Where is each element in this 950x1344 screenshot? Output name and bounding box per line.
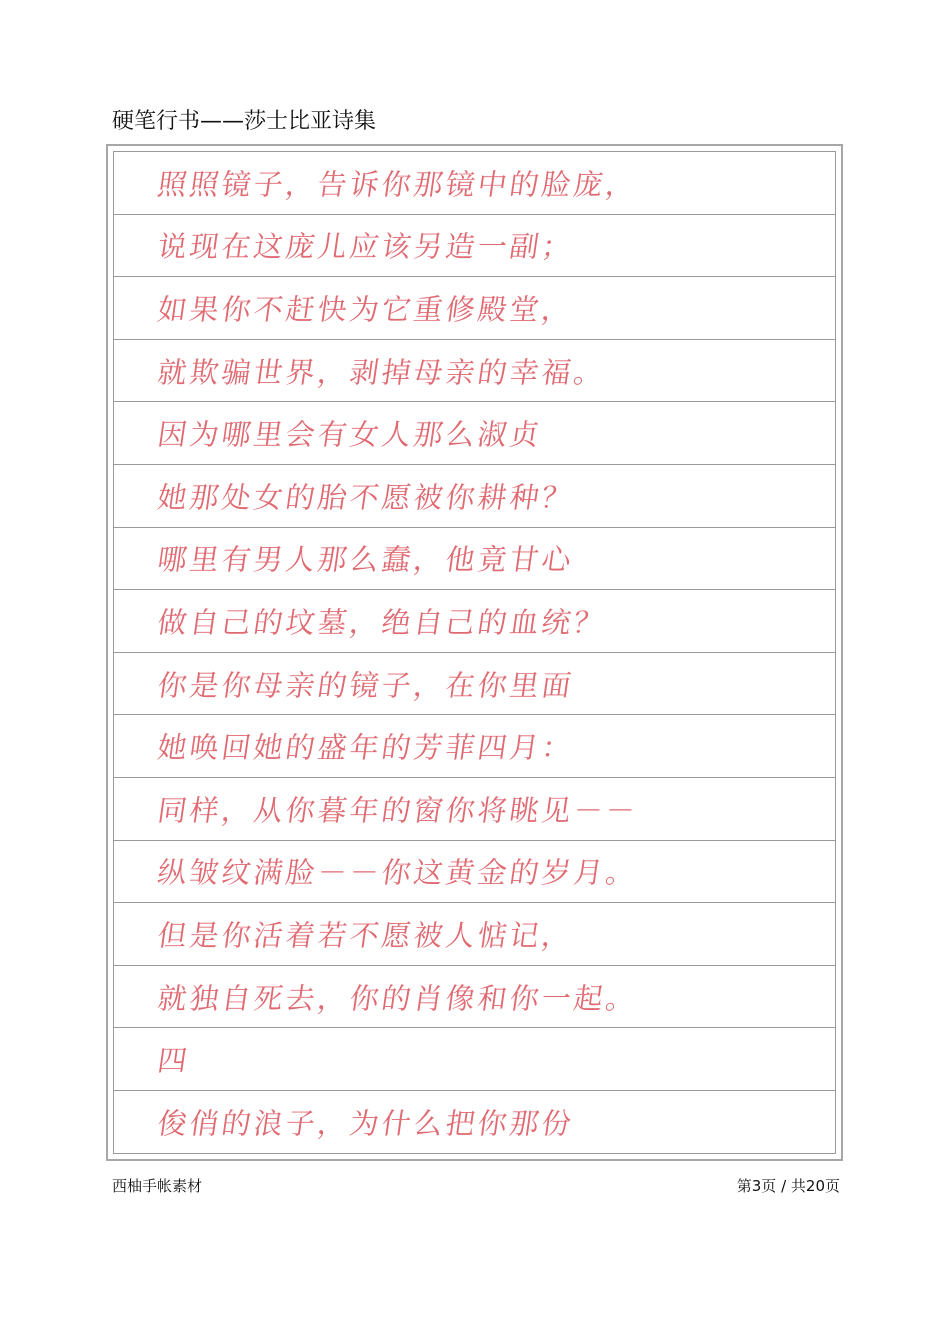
copybook-line	[114, 152, 835, 215]
copybook-line	[114, 778, 835, 841]
copybook-line	[114, 653, 835, 716]
line-text: 她唤回她的盛年的芳菲四月：	[155, 730, 577, 765]
line-text: 照照镜子，告诉你那镜中的脸庞，	[155, 167, 641, 202]
footer-source: 西柚手帐素材	[112, 1177, 203, 1195]
copybook-lined-area	[113, 151, 836, 1154]
line-text: 哪里有男人那么蠢，他竟甘心	[155, 542, 577, 577]
line-text: 就独自死去，你的肖像和你一起。	[155, 981, 641, 1016]
copybook-lines	[114, 152, 835, 1154]
copybook-line	[114, 903, 835, 966]
copybook-line	[114, 1028, 835, 1091]
line-text: 同样，从你暮年的窗你将眺见－－	[155, 793, 641, 828]
copybook-frame	[106, 144, 843, 1161]
page-title: 硬笔行书——莎士比亚诗集	[112, 109, 377, 134]
line-text: 如果你不赶快为它重修殿堂，	[155, 292, 577, 327]
copybook-line	[114, 402, 835, 465]
copybook-line	[114, 277, 835, 340]
line-text: 你是你母亲的镜子，在你里面	[155, 668, 577, 703]
copybook-line	[114, 1091, 835, 1154]
copybook-line	[114, 841, 835, 904]
line-text: 说现在这庞儿应该另造一副；	[155, 229, 577, 264]
line-text: 四	[155, 1043, 193, 1078]
line-text: 就欺骗世界，剥掉母亲的幸福。	[155, 355, 609, 390]
copybook-line	[114, 215, 835, 278]
copybook-line	[114, 340, 835, 403]
line-text: 俊俏的浪子，为什么把你那份	[155, 1106, 577, 1141]
copybook-line	[114, 715, 835, 778]
copybook-line	[114, 966, 835, 1029]
line-text: 做自己的坟墓，绝自己的血统？	[155, 605, 609, 640]
line-text: 因为哪里会有女人那么淑贞	[155, 417, 545, 452]
line-text: 但是你活着若不愿被人惦记，	[155, 918, 577, 953]
copybook-line	[114, 465, 835, 528]
copybook-line	[114, 590, 835, 653]
footer-page-number: 第3页 / 共20页	[736, 1177, 840, 1195]
copybook-line	[114, 528, 835, 591]
line-text: 她那处女的胎不愿被你耕种？	[155, 480, 577, 515]
line-text: 纵皱纹满脸－－你这黄金的岁月。	[155, 855, 641, 890]
